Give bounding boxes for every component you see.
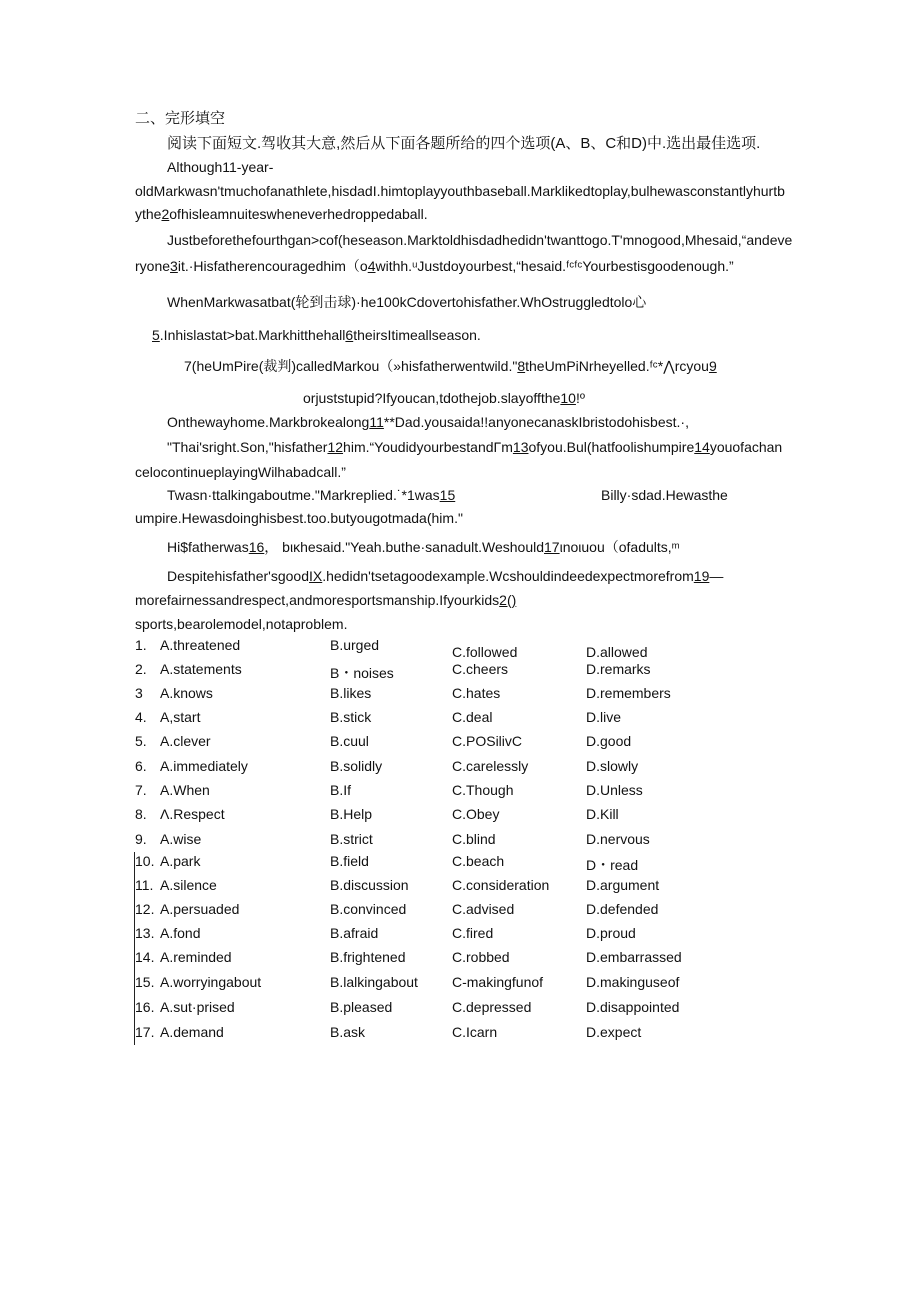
passage-line	[135, 463, 346, 481]
passage-line	[601, 486, 728, 504]
passage-text: Although11-year-	[167, 159, 274, 175]
passage-line	[135, 591, 516, 609]
option-c: C.beach	[452, 853, 505, 869]
passage-text: ryone	[135, 258, 171, 274]
passage-text: M	[684, 232, 697, 248]
option-b: B.likes	[330, 685, 372, 701]
passage-line	[167, 231, 792, 249]
question-number: 5.	[135, 733, 147, 749]
option-b: B.stick	[330, 709, 372, 725]
passage-text: hesaid,“andeve	[696, 232, 793, 248]
question-number: 2.	[135, 661, 147, 677]
passage-text: theUmPiNrheyelled.ᶠᶜ*⋀rcyou	[525, 358, 709, 374]
option-c: C.Obey	[452, 806, 500, 822]
option-c: C-makingfunof	[452, 974, 544, 990]
passage-text: Billy·sdad.Hewasthe	[601, 487, 728, 503]
question-number: 13.	[135, 925, 155, 941]
passage-line	[303, 389, 585, 407]
question-number: 1.	[135, 637, 147, 653]
passage-text: withh.ᵘJustdoyourbest,“hesaid.ᶠᶜᶠᶜYourbestisgoodenough.”	[375, 258, 734, 274]
option-c: C.Icarn	[452, 1024, 498, 1040]
passage-line	[167, 438, 782, 456]
option-c: C.deal	[452, 709, 493, 725]
option-c: C.consideration	[452, 877, 550, 893]
option-d: D.slowly	[586, 758, 639, 774]
blank-number: 2	[161, 206, 170, 222]
option-a: A.demand	[160, 1024, 224, 1040]
option-a: A.knows	[160, 685, 213, 701]
passage-text: .Inhislastat>bat.Markhitthehall	[159, 327, 346, 343]
option-b: B.field	[330, 853, 369, 869]
passage-text: **Dad.yousaida!!anyonecanaskIbristodohisbest.·,	[383, 414, 689, 430]
passage-text: "Thai'sright.Son,"hisfather	[167, 439, 328, 455]
option-d: D.makinguseof	[586, 974, 680, 990]
passage-line	[167, 567, 723, 585]
passage-line	[135, 509, 463, 527]
passage-text: —	[709, 568, 724, 584]
option-c: C.POSilivC	[452, 733, 523, 749]
option-d: D・read	[586, 857, 639, 873]
option-a: A.fond	[160, 925, 201, 941]
blank-number: 10	[560, 390, 576, 406]
passage-text: WhenMarkwasatbat(轮到击球)·he100kCdovertohisfather.WhOstruggledtolo心	[167, 294, 647, 310]
option-b: B.discussion	[330, 877, 409, 893]
option-d: D.remarks	[586, 661, 651, 677]
passage-line	[167, 413, 689, 431]
blank-number: 2()	[499, 592, 517, 608]
question-number: 7.	[135, 782, 147, 798]
option-a: A.When	[160, 782, 210, 798]
blank-number: 19	[693, 568, 710, 584]
blank-number: 9	[708, 358, 717, 374]
question-number: 14.	[135, 949, 155, 965]
option-d: D.live	[586, 709, 622, 725]
option-b: B.cuul	[330, 733, 369, 749]
option-b: B.strict	[330, 831, 373, 847]
option-a: A.reminded	[160, 949, 232, 965]
passage-text: ythe	[135, 206, 162, 222]
option-b: B.Help	[330, 806, 373, 822]
blank-number: 8	[517, 358, 526, 374]
passage-text: Twasn·ttalkingaboutme."Markreplied.˙*1was	[167, 487, 440, 503]
option-a: A.clever	[160, 733, 211, 749]
option-c: C.carelessly	[452, 758, 529, 774]
passage-text: ofhisleamnuiteswheneverhedroppedaball.	[169, 206, 428, 222]
blank-number: 11	[369, 414, 384, 430]
passage-line	[184, 357, 717, 375]
question-number: 17.	[135, 1024, 155, 1040]
passage-text: celocontinueplayingWilhabadcall.”	[135, 464, 346, 480]
passage-text: umpire.Hewasdoinghisbest.too.butyougotmada(him."	[135, 510, 463, 526]
passage-text: Justbeforethefourthgan>cof(heseason.Marktoldhisdadhedidn'twanttogo.T'mnogood,	[167, 232, 685, 248]
option-b: B.convinced	[330, 901, 407, 917]
option-d: D.allowed	[586, 644, 648, 660]
passage-text: Onthewayhome.Markbrokealong	[167, 414, 370, 430]
passage-text: sports,bearolemodel,notaproblem.	[135, 616, 348, 632]
question-number: 8.	[135, 806, 147, 822]
option-d: D.remembers	[586, 685, 671, 701]
passage-text: ， bικhesaid."Yeah.buthe·sanadult.Weshould	[264, 539, 545, 555]
option-b: B.If	[330, 782, 352, 798]
passage-line	[135, 615, 347, 633]
passage-text: Hi$fatherwas	[167, 539, 249, 555]
section-title: 二、完形填空	[135, 110, 226, 127]
left-margin-line	[134, 852, 135, 1045]
option-d: D.defended	[586, 901, 659, 917]
option-a: A.persuaded	[160, 901, 240, 917]
passage-line	[167, 486, 455, 504]
option-a: Λ.Respect	[160, 806, 225, 822]
blank-number: IX	[308, 568, 323, 584]
blank-number: 16	[248, 539, 265, 555]
blank-number: 4	[367, 258, 376, 274]
passage-text: ofyou.Bul(hatfoolishumpire	[528, 439, 695, 455]
option-c: C.blind	[452, 831, 496, 847]
question-number: 12.	[135, 901, 155, 917]
option-d: D.proud	[586, 925, 636, 941]
option-c: C.fired	[452, 925, 494, 941]
instruction: 阅读下面短文.驾收其大意,然后从下面各题所给的四个选项(A、B、C和D)中.选出最佳选项.	[167, 135, 761, 152]
passage-text: 7(heUmPire(裁判)calledMarkou（»hisfatherwentwild."	[184, 358, 518, 374]
option-d: D.expect	[586, 1024, 642, 1040]
passage-line	[167, 293, 646, 311]
option-d: D.argument	[586, 877, 660, 893]
option-d: D.good	[586, 733, 632, 749]
question-number: 3	[135, 685, 143, 701]
option-c: C.robbed	[452, 949, 510, 965]
option-a: A.worryingabout	[160, 974, 262, 990]
passage-text: morefairnessandrespect,andmoresportsmanship.Ifyourkids	[135, 592, 500, 608]
option-a: A.statements	[160, 661, 242, 677]
option-b: B.lalkingabout	[330, 974, 418, 990]
option-a: A,start	[160, 709, 201, 725]
option-b: B・noises	[330, 665, 394, 681]
option-a: A.park	[160, 853, 201, 869]
option-c: C.cheers	[452, 661, 509, 677]
option-b: B.frightened	[330, 949, 406, 965]
option-c: C.advised	[452, 901, 515, 917]
option-d: D.nervous	[586, 831, 650, 847]
option-b: B.urged	[330, 637, 380, 653]
blank-number: 5	[152, 327, 160, 343]
passage-text: him.“YoudidyourbestandΓm	[343, 439, 513, 455]
option-c: C.followed	[452, 644, 518, 660]
option-d: D.disappointed	[586, 999, 680, 1015]
blank-number: 3	[170, 258, 178, 274]
option-c: C.Though	[452, 782, 514, 798]
passage-text: youofachan	[709, 439, 783, 455]
option-a: A.threatened	[160, 637, 241, 653]
blank-number: 13	[512, 439, 529, 455]
blank-number: 14	[694, 439, 710, 455]
passage-text: .hedidn'tsetagoodexample.Wcshouldindeedexpectmorefrom	[322, 568, 694, 584]
passage-text: it.·Hisfatherencouragedhim（o	[177, 258, 368, 274]
question-number: 9.	[135, 831, 147, 847]
option-a: A.wise	[160, 831, 202, 847]
question-number: 16.	[135, 999, 155, 1015]
passage-line	[167, 158, 273, 176]
question-number: 11.	[135, 877, 154, 893]
passage-line	[167, 538, 680, 556]
passage-line	[135, 182, 785, 200]
option-d: D.embarrassed	[586, 949, 682, 965]
passage-text: theirsItimeallseason.	[353, 327, 481, 343]
passage-text: !º	[575, 390, 585, 406]
option-d: D.Unless	[586, 782, 643, 798]
question-number: 6.	[135, 758, 147, 774]
option-b: B.pleased	[330, 999, 393, 1015]
option-b: B.ask	[330, 1024, 366, 1040]
passage-text: oldMarkwasn'tmuchofanathlete,hisdadI.himtoplayyouthbaseball.Marklikedtoplay,bulhewasconstantlyhurtb	[135, 183, 785, 199]
option-a: A.sut·prised	[160, 999, 235, 1015]
question-number: 4.	[135, 709, 147, 725]
option-a: A.immediately	[160, 758, 248, 774]
question-number: 10.	[135, 853, 155, 869]
option-b: B.afraid	[330, 925, 379, 941]
passage-line	[152, 326, 481, 344]
passage-text: Despitehisfather'sgood	[167, 568, 309, 584]
passage-line	[135, 257, 734, 275]
passage-line	[135, 205, 428, 223]
blank-number: 17	[544, 539, 560, 555]
option-c: C.depressed	[452, 999, 532, 1015]
option-c: C.hates	[452, 685, 501, 701]
question-number: 15.	[135, 974, 155, 990]
option-b: B.solidly	[330, 758, 383, 774]
blank-number: 15	[439, 487, 456, 503]
passage-text: orjuststupid?Ifyoucan,tdothejob.slayoffthe	[303, 390, 561, 406]
blank-number: 12	[327, 439, 344, 455]
blank-number: 6	[345, 327, 354, 343]
option-d: D.Kill	[586, 806, 619, 822]
passage-text: ιnoιuou（ofadults,ᵐ	[559, 539, 680, 555]
option-a: A.silence	[160, 877, 217, 893]
